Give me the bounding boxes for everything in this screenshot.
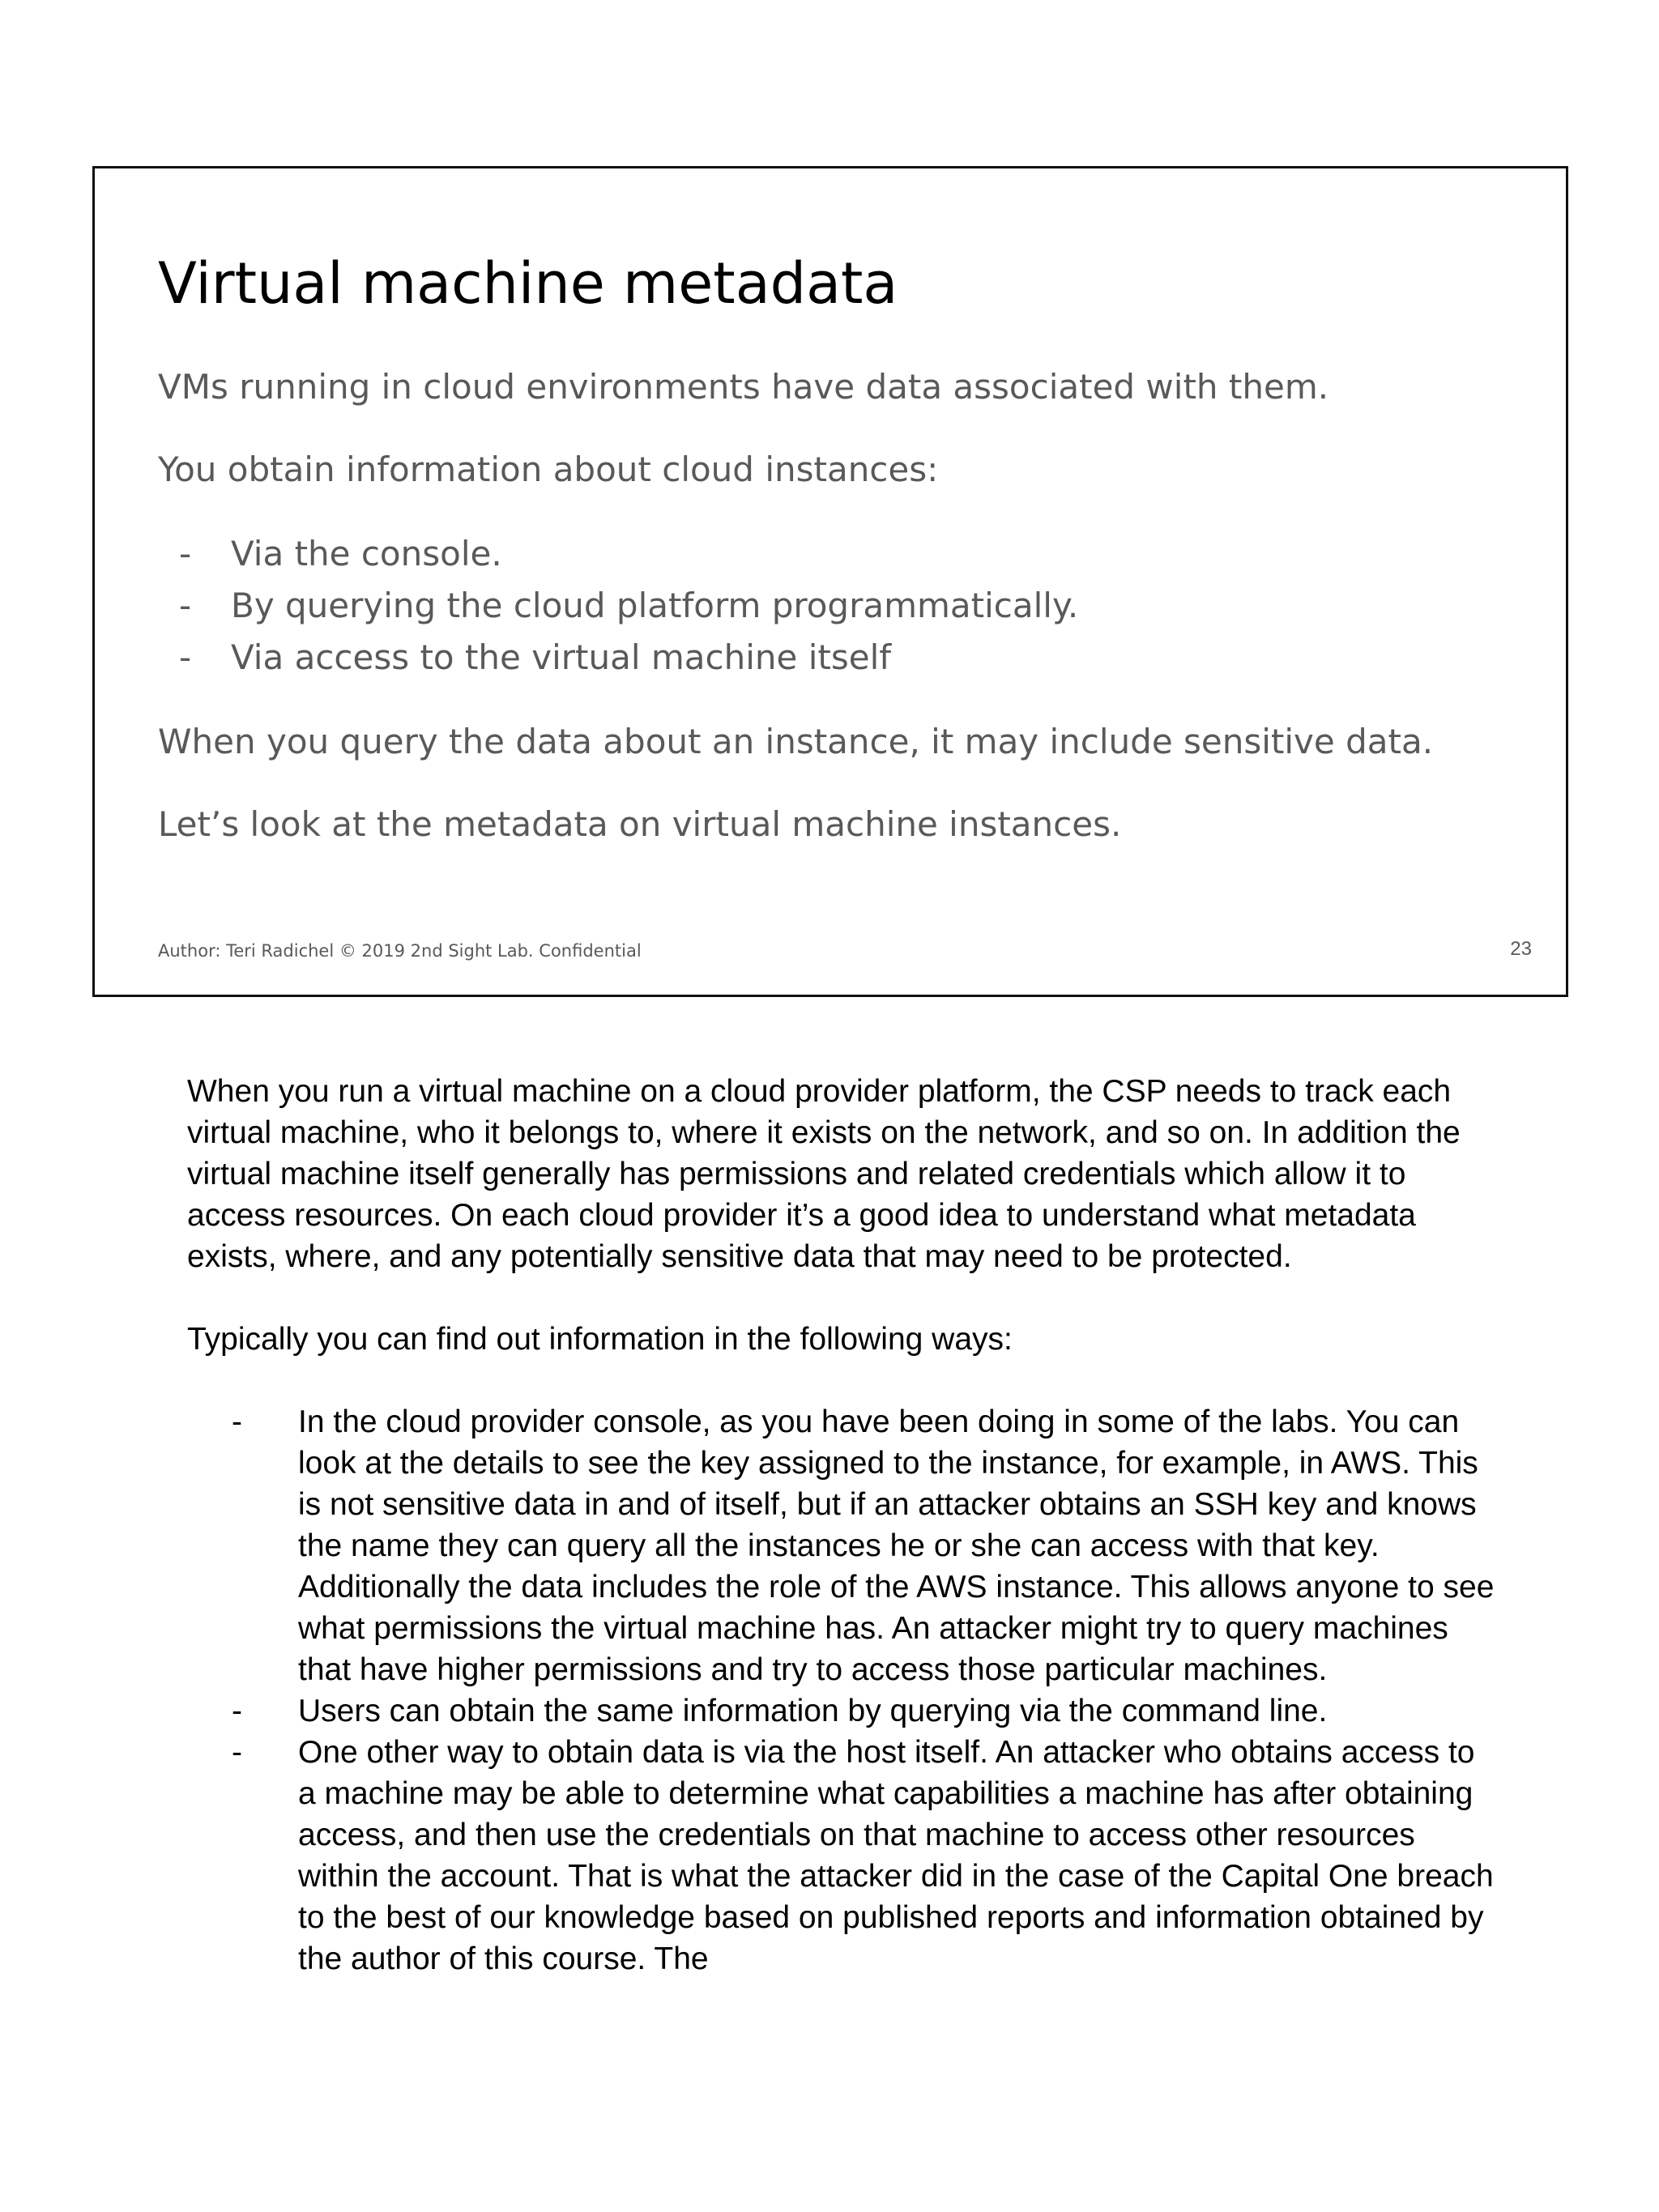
slide-page-number: 23	[1510, 938, 1532, 960]
slide-paragraph: You obtain information about cloud instances:	[158, 450, 939, 489]
bullet-dash: -	[232, 1694, 242, 1728]
notes-paragraph: When you run a virtual machine on a cloud provider platform, the CSP needs to track each virtual machine, who it belongs to, where it exists on the network, and so on. In addition the virtual machine itself generally has permissions and related credentials which allow it to access resources. On each cloud provider it’s a good idea to understand what metadata exists, where, and any potentially sensitive data that may need to be protected.	[187, 1074, 1461, 1274]
slide-bullet-item	[158, 580, 1519, 632]
slide-frame	[92, 166, 1568, 997]
bullet-dash: -	[232, 1735, 242, 1770]
bullet-dash: -	[179, 534, 192, 573]
speaker-notes	[187, 1071, 1499, 1980]
notes-bullet-text: In the cloud provider console, as you have been doing in some of the labs. You can look at the details to see the key assigned to the instance, for example, in AWS. This is not sensitive data in and of itself, but if an attacker obtains an SSH key and knows the name they can query all the instances he or she can access with that key. Additionally the data includes the role of the AWS instance. This allows anyone to see what permissions the virtual machine has. An attacker might try to query machines that have higher permissions and try to access those particular machines.	[298, 1404, 1495, 1687]
notes-bullet-item	[187, 1732, 1499, 1980]
notes-bullet-list	[187, 1401, 1499, 1980]
slide-paragraph: Let’s look at the metadata on virtual machine instances.	[158, 804, 1122, 844]
slide-bullet-item	[158, 632, 1519, 684]
notes-bullet-item	[187, 1690, 1499, 1732]
notes-bullet-item	[187, 1401, 1499, 1690]
bullet-dash: -	[232, 1404, 242, 1439]
slide-bullet-text: By querying the cloud platform programmatically.	[231, 586, 1079, 625]
slide-body	[158, 363, 1519, 883]
slide-paragraph: VMs running in cloud environments have data associated with them.	[158, 367, 1329, 407]
bullet-dash: -	[179, 637, 192, 677]
slide-bullet-list	[158, 528, 1519, 684]
slide-bullet-text: Via the console.	[231, 534, 502, 573]
notes-bullet-text: Users can obtain the same information by querying via the command line.	[298, 1694, 1328, 1728]
slide-bullet-item	[158, 528, 1519, 580]
slide-bullet-text: Via access to the virtual machine itself	[231, 637, 892, 677]
notes-paragraph: Typically you can find out information in the following ways:	[187, 1322, 1013, 1357]
slide-footer-author: Author: Teri Radichel © 2019 2nd Sight Lab. Confidential	[158, 941, 642, 961]
notes-bullet-text: One other way to obtain data is via the host itself. An attacker who obtains access to a machine may be able to determine what capabilities a machine has after obtaining access, and then use the credentials on that machine to access other resources within the account. That is what the attacker did in the case of the Capital One breach to the best of our knowledge based on published reports and information obtained by the author of this course. The	[298, 1735, 1494, 1976]
bullet-dash: -	[179, 586, 192, 625]
slide-paragraph: When you query the data about an instance, it may include sensitive data.	[158, 722, 1434, 761]
slide-title: Virtual machine metadata	[158, 250, 898, 317]
